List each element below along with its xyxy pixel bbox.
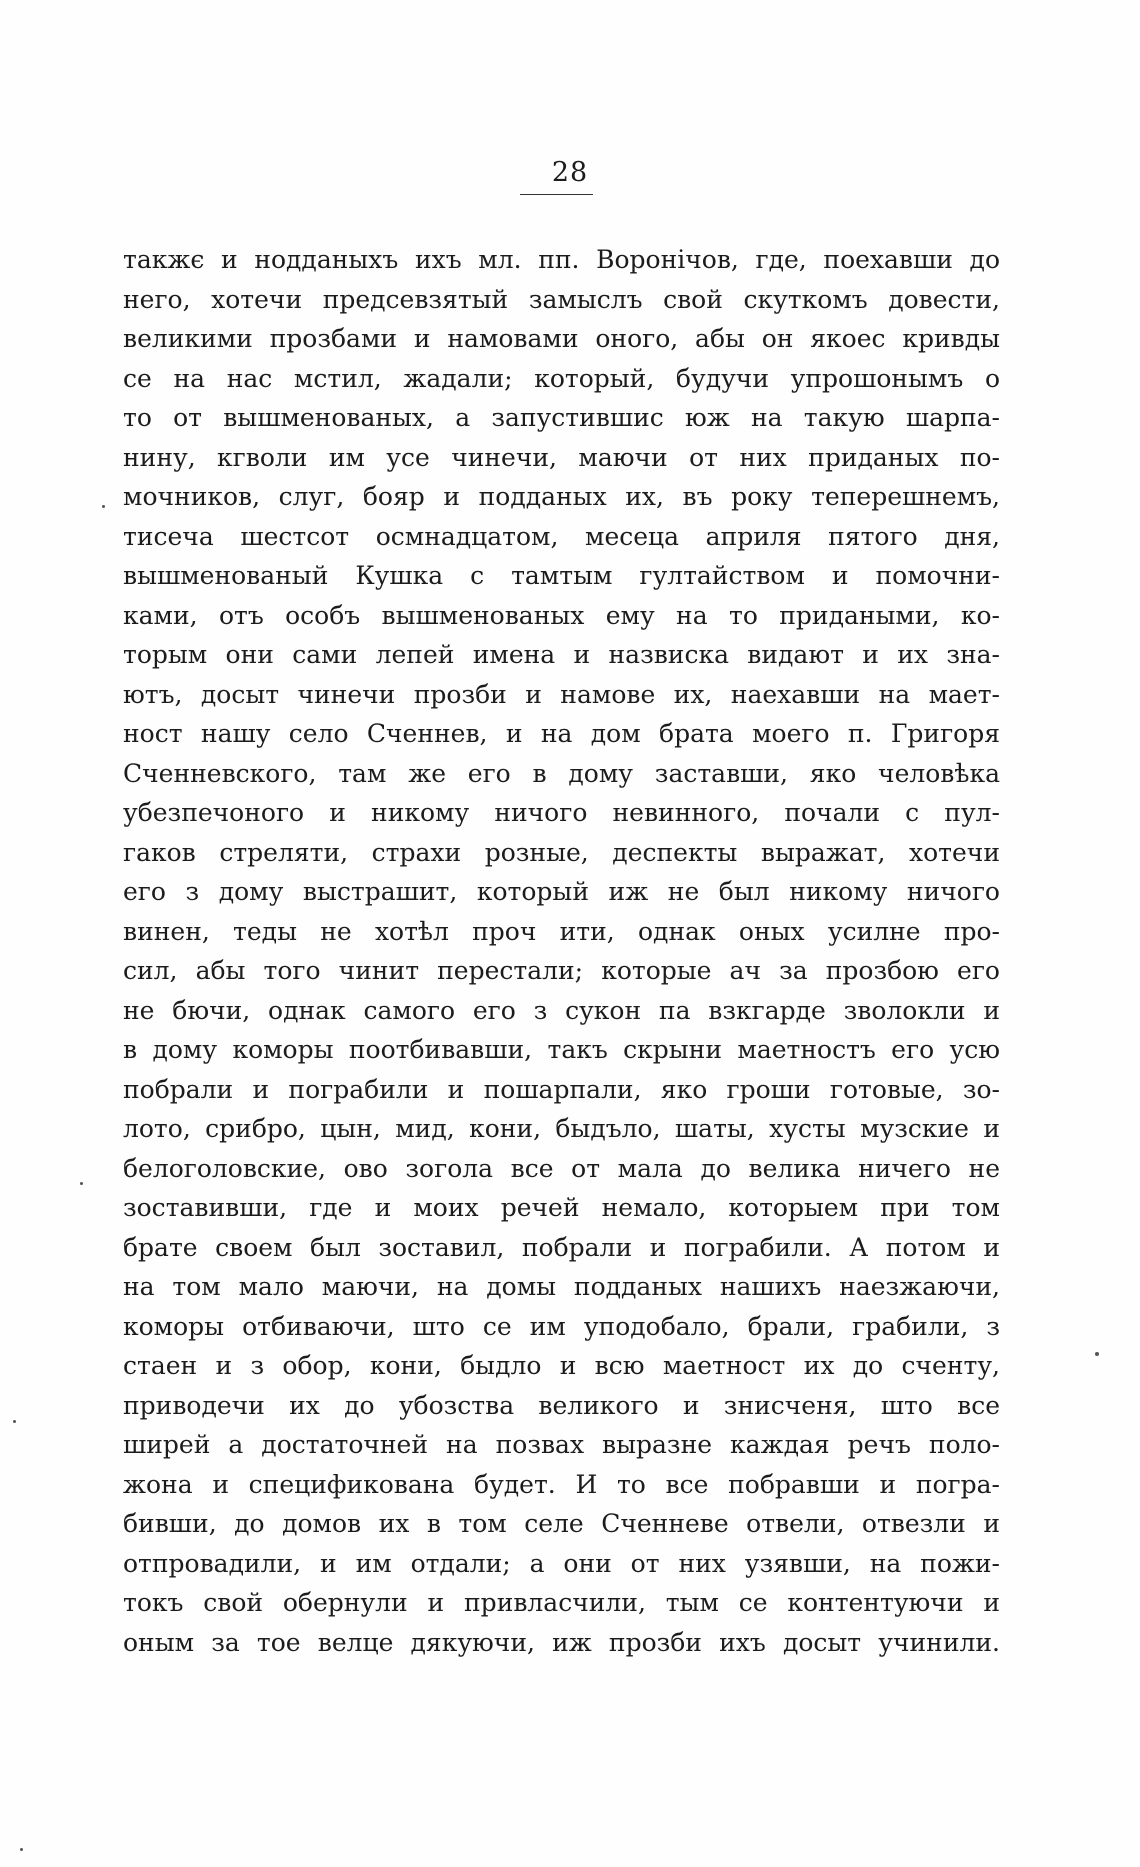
text-line: бивши, до домов их в том селе Сченневе отвели, отвезли и (123, 1509, 1000, 1538)
text-line: ютъ, досыт чинечи прозби и намове их, наехавши на мает- (123, 679, 1000, 709)
text-line: гаков стреляти, страхи розные, деспекты выражат, хотечи (123, 837, 1000, 867)
text-line: белоголовские, ово зогола все от мала до велика ничего не (123, 1153, 1000, 1183)
text-line: ширей а достаточней на позвах выразне каждая речъ поло- (123, 1430, 1000, 1459)
text-line: ками, отъ особъ вышменованых ему на то придаными, ко- (123, 600, 1000, 630)
text-line: Сченневского, там же его в дому заставши, яко человѣка (123, 758, 1000, 788)
text-line: брате своем был зоставил, побрали и пограбили. А потом и (123, 1232, 1000, 1262)
text-line: сил, абы того чинит перестали; которые ач за прозбою его (123, 956, 1000, 985)
scan-speck (80, 1182, 83, 1185)
text-line: мочников, слуг, бояр и подданых их, въ року теперешнемъ, (123, 482, 1000, 511)
text-line: на том мало маючи, на домы подданых нашихъ наезжаючи, (123, 1272, 1000, 1301)
text-line: вышменованый Кушка с тамтым гултайством и помочни- (123, 561, 1000, 590)
scan-speck (20, 1848, 23, 1851)
text-line: се на нас мстил, жадали; который, будучи упрошонымъ о (123, 363, 1000, 393)
body-text (123, 240, 1000, 1662)
text-line: тисеча шестсот осмнадцатом, месеца априля пятого дня, (123, 521, 1000, 551)
text-line: великими прозбами и намовами оного, абы он якоес кривды (123, 324, 1000, 353)
text-line: винен, теды не хотѣл проч ити, однак оных усилне про- (123, 916, 1000, 946)
text-line: приводечи их до убозства великого и знисченя, што все (123, 1390, 1000, 1420)
text-line: ност нашу село Сченнев, и на дом брата моего п. Григоря (123, 719, 1000, 748)
text-line: стаен и з обор, кони, быдло и всю маетност их до сченту, (123, 1351, 1000, 1380)
text-line: то от вышменованых, а запустившис юж на такую шарпа- (123, 403, 1000, 432)
scan-speck (13, 1420, 16, 1423)
text-line: торым они сами лепей имена и назвиска видают и их зна- (123, 640, 1000, 669)
page-number-underline (520, 194, 593, 195)
text-line: нину, кгволи им усе чинечи, маючи от них приданых по- (123, 442, 1000, 472)
scan-speck (1095, 1352, 1099, 1356)
text-line: оным за тое велце дякуючи, иж прозби ихъ досыт учинили. (123, 1627, 1000, 1657)
text-line: такжє и нодданыхъ ихъ мл. пп. Воронічов, где, поехавши до (123, 245, 1000, 274)
text-line: жона и спецификована будет. И то все побравши и погра- (123, 1469, 1000, 1499)
text-line: побрали и пограбили и пошарпали, яко гроши готовые, зо- (123, 1074, 1000, 1104)
text-line: не бючи, однак самого его з сукон па взкгарде зволокли и (123, 995, 1000, 1025)
text-line: его з дому выстрашит, который иж не был никому ничого (123, 877, 1000, 906)
page-number: 28 (551, 157, 589, 188)
text-line: отпровадили, и им отдали; а они от них узявши, на пожи- (123, 1548, 1000, 1578)
text-line: него, хотечи предсевзятый замыслъ свой скуткомъ довести, (123, 284, 1000, 314)
text-line: токъ свой обернули и привласчили, тым се контентуючи и (123, 1588, 1000, 1617)
text-line: коморы отбиваючи, што се им уподобало, брали, грабили, з (123, 1311, 1000, 1341)
scan-speck (102, 505, 105, 508)
text-line: убезпечоного и никому ничого невинного, почали с пул- (123, 798, 1000, 827)
text-line: лото, срибро, цын, мид, кони, быдъло, шаты, хусты музские и (123, 1114, 1000, 1143)
text-line: зоставивши, где и моих речей немало, которыем при том (123, 1193, 1000, 1222)
text-line: в дому коморы поотбивавши, такъ скрыни маетностъ его усю (123, 1035, 1000, 1064)
